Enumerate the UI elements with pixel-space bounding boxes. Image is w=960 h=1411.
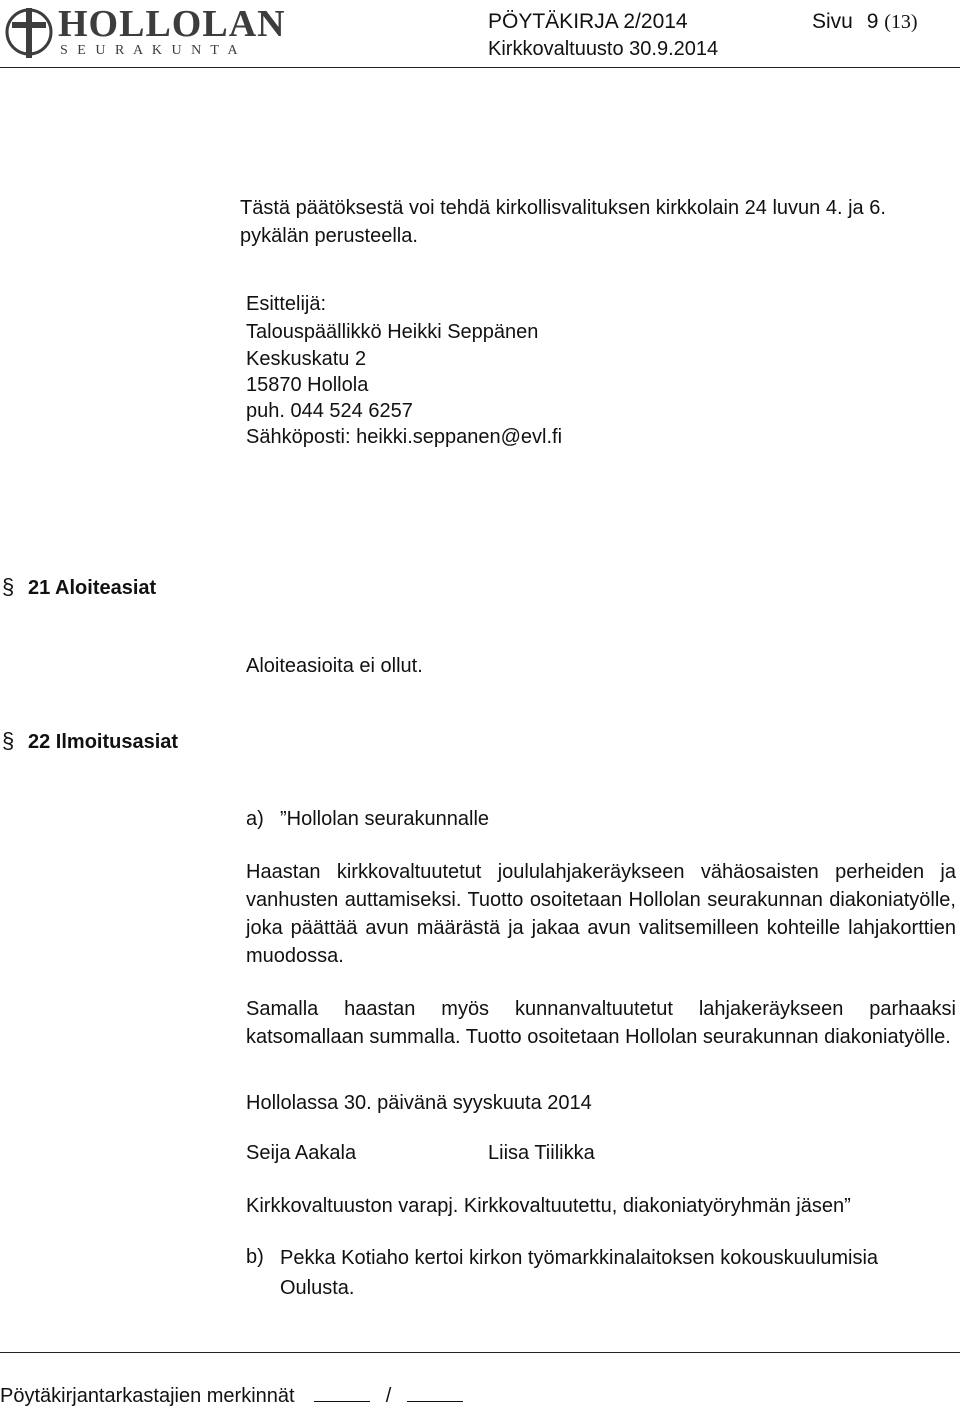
- initials-separator: /: [385, 1385, 392, 1407]
- item-b-text: Pekka Kotiaho kertoi kirkon työmarkkinalaitoksen kokouskuulumisia Oulusta.: [280, 1247, 879, 1299]
- cross-circle-logo-icon: [4, 2, 54, 62]
- meeting-name: Kirkkovaltuusto 30.9.2014: [488, 38, 719, 60]
- section-22-title: 22 Ilmoitusasiat: [28, 731, 179, 753]
- initials-blank-1[interactable]: [314, 1383, 370, 1402]
- page-number: 9: [866, 10, 879, 33]
- footer-rule: [0, 1352, 960, 1353]
- appeal-text: Tästä päätöksestä voi tehdä kirkollisvalituksen kirkkolain 24 luvun 4. ja 6. pykälän perusteella.: [240, 197, 886, 247]
- section-symbol: §: [2, 574, 15, 599]
- signer-1: Seija Aakala: [246, 1142, 357, 1164]
- signer-2: Liisa Tiilikka: [488, 1142, 595, 1164]
- section-symbol: §: [2, 728, 15, 753]
- header-rule: [0, 67, 960, 68]
- doc-title: PÖYTÄKIRJA 2/2014: [488, 10, 688, 33]
- page-label: Sivu: [812, 10, 853, 33]
- presenter-city: 15870 Hollola: [246, 374, 369, 396]
- item-a-paragraph-2: Samalla haastan myös kunnanvaltuutetut lahjakeräykseen parhaaksi katsomallaan summalla. Tuotto osoitetaan Hollolan seurakunnan diakoniatyölle.: [246, 998, 956, 1048]
- date-line: Hollolassa 30. päivänä syyskuuta 2014: [246, 1092, 592, 1114]
- presenter-email: Sähköposti: heikki.seppanen@evl.fi: [246, 426, 563, 448]
- org-subtitle: S E U R A K U N T A: [60, 43, 241, 58]
- presenter-street: Keskuskatu 2: [246, 348, 367, 370]
- presenter-phone: puh. 044 524 6257: [246, 400, 413, 422]
- presenter-label: Esittelijä:: [246, 293, 327, 315]
- signer-roles: Kirkkovaltuuston varapj. Kirkkovaltuutettu, diakoniatyöryhmän jäsen”: [246, 1195, 851, 1217]
- initials-line: [0, 1383, 463, 1408]
- item-a-label: a): [246, 808, 264, 830]
- page-indicator: [812, 10, 918, 34]
- presenter-name: Talouspäällikkö Heikki Seppänen: [246, 321, 539, 343]
- item-a-paragraph-1: Haastan kirkkovaltuutetut joululahjakeräykseen vähäosaisten perheiden ja vanhusten auttamiseksi. Tuotto osoitetaan Hollolan seurakunnan diakoniatyölle, joka päättää avun määrästä ja jakaa avun valitsemilleen kohteille lahjakorttien muodossa.: [246, 861, 956, 967]
- org-name: HOLLOLAN: [58, 3, 286, 45]
- initials-blank-2[interactable]: [407, 1383, 463, 1402]
- page-total: (13): [884, 11, 918, 33]
- section-21-body: Aloiteasioita ei ollut.: [246, 655, 423, 677]
- section-21-title: 21 Aloiteasiat: [28, 577, 157, 599]
- item-b-label: b): [246, 1246, 264, 1268]
- item-a-title: ”Hollolan seurakunnalle: [280, 808, 490, 830]
- initials-label: Pöytäkirjantarkastajien merkinnät: [0, 1385, 295, 1407]
